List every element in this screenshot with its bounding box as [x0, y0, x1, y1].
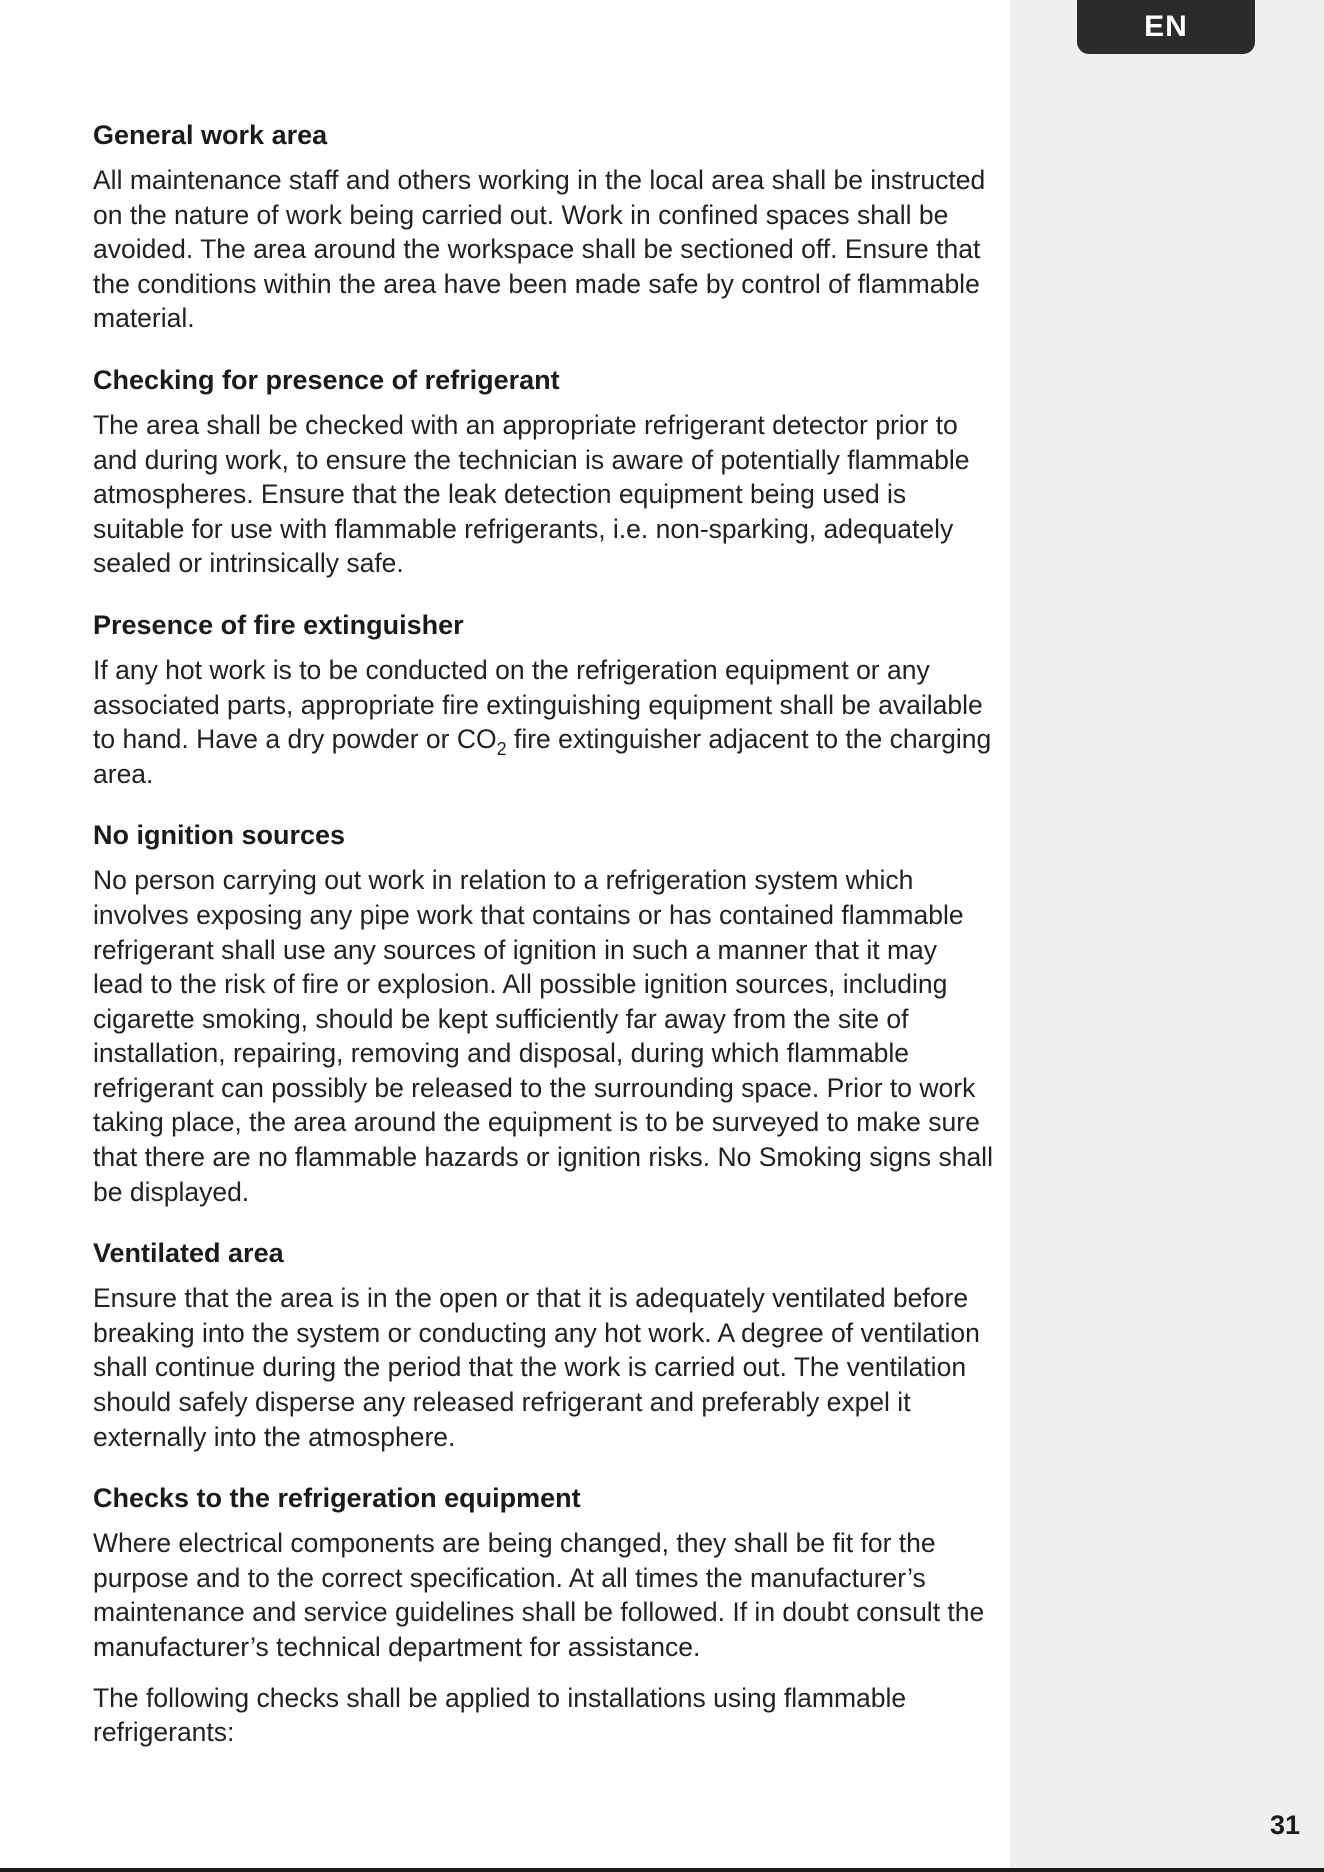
section-checking-refrigerant: [93, 362, 993, 581]
section-paragraph: The area shall be checked with an appropriate refrigerant detector prior to and during work, to ensure the technician is aware of potentially flammable atmospheres. Ensure that the leak detection equipment being used is suitable for use with flammable refrigerants, i.e. non-sparking, adequately sealed or intrinsically safe.: [93, 409, 970, 579]
section-paragraph: Where electrical components are being changed, they shall be fit for the purpose and to the correct specification. At all times the manufacturer’s maintenance and service guidelines shall be followed. If in doubt consult the manufacturer’s technical department for assistance.: [93, 1528, 985, 1662]
paragraph-text-before-subscript: If any hot work is to be conducted on the refrigeration equipment or any associated parts, appropriate fire extinguishing equipment shall be available to hand. Have a dry powder or CO: [93, 654, 983, 755]
section-heading: Presence of fire extinguisher: [93, 609, 464, 640]
language-tab: EN: [1077, 0, 1255, 54]
section-general-work-area: [93, 117, 993, 336]
page-bottom-rule: [0, 1868, 1324, 1872]
page-content: [93, 117, 993, 1776]
section-checks-refrigeration-equipment: [93, 1480, 993, 1750]
section-heading: No ignition sources: [93, 820, 346, 851]
section-heading: Checks to the refrigeration equipment: [93, 1483, 581, 1514]
page-sidebar: [1010, 0, 1324, 1868]
section-paragraph: The following checks shall be applied to installations using flammable refrigerants:: [93, 1682, 907, 1748]
section-heading: Checking for presence of refrigerant: [93, 364, 560, 395]
section-heading: General work area: [93, 120, 328, 150]
section-fire-extinguisher: [93, 607, 993, 791]
section-no-ignition-sources: [93, 817, 993, 1209]
section-paragraph: No person carrying out work in relation to a refrigeration system which involves exposing any pipe work that contains or has contained flammable refrigerant shall use any sources of ignition in such a manner that it may lead to the risk of fire or explosion. All possible ignition sources, including cigarette smoking, should be kept sufficiently far away from the site of installation, repairing, removing and disposal, during which flammable refrigerant can possibly be released to the surrounding space. Prior to work taking place, the area around the equipment is to be surveyed to make sure that there are no flammable hazards or ignition risks. No Smoking signs shall be displayed.: [93, 865, 993, 1207]
section-paragraph: Ensure that the area is in the open or that it is adequately ventilated before breaking into the system or conducting any hot work. A degree of ventilation shall continue during the period that the work is carried out. The ventilation should safely disperse any released refrigerant and preferably expel it externally into the atmosphere.: [93, 1283, 980, 1452]
paragraph-text-after-subscript: fire extinguisher adjacent to the charging area.: [93, 724, 992, 789]
page-number: 31: [1269, 1810, 1300, 1840]
co2-subscript: 2: [496, 739, 507, 760]
section-paragraph: [93, 653, 993, 791]
section-paragraph: All maintenance staff and others working in the local area shall be instructed on the nature of work being carried out. Work in confined spaces shall be avoided. The area around the workspace shall be sectioned off. Ensure that the conditions within the area have been made safe by control of flammable material.: [93, 165, 986, 334]
section-ventilated-area: [93, 1235, 993, 1454]
section-heading: Ventilated area: [93, 1238, 284, 1269]
